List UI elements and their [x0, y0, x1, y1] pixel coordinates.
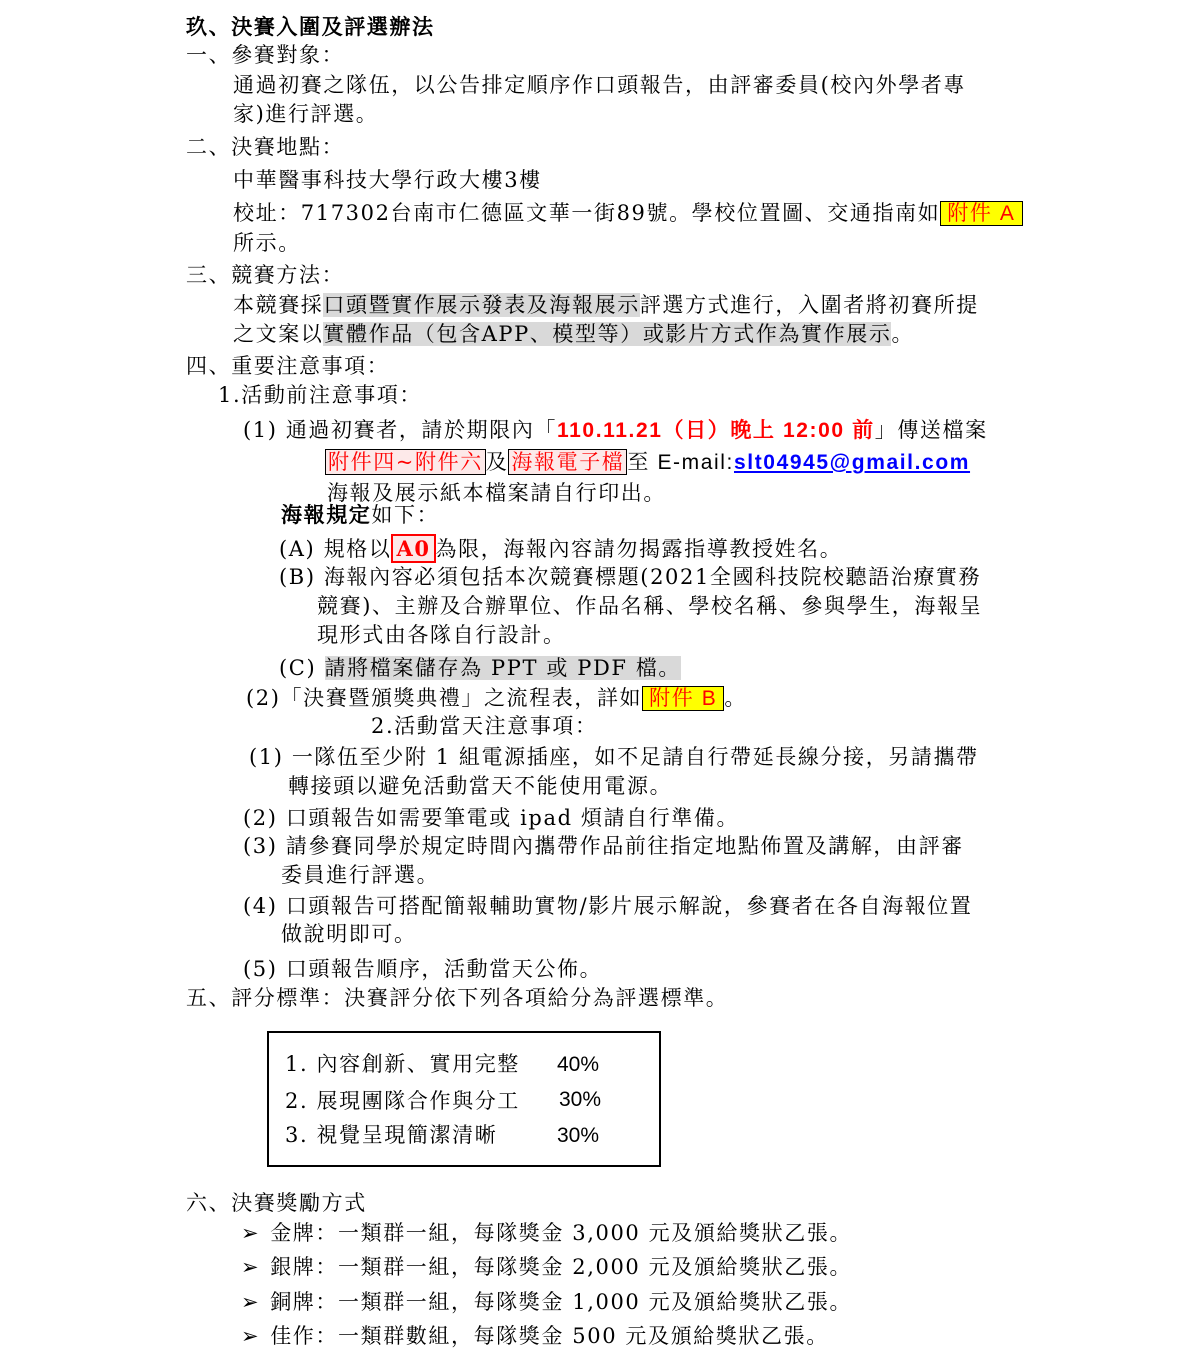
- page-title: 玖、決賽入圍及評選辦法: [186, 14, 435, 39]
- day-item-3-line-1: (3) 請參賽同學於規定時間內攜帶作品前往指定地點佈置及講解，由評審: [243, 834, 964, 858]
- rule-c: [279, 653, 681, 683]
- arrow-bullet-icon: ➢: [241, 1324, 261, 1348]
- day-item-5: (5) 口頭報告順序，活動當天公佈。: [243, 957, 603, 981]
- rule-a-text: (A) 規格以: [279, 537, 392, 561]
- arrow-bullet-icon: ➢: [241, 1221, 261, 1245]
- address-line-end: 所示。: [233, 231, 301, 255]
- method-highlight-2: 實體作品（包含APP、模型等）或影片方式作為實作展示: [323, 322, 892, 346]
- criteria-label-3: 3. 視覺呈現簡潔清晰: [285, 1123, 498, 1147]
- scoring-table: [267, 1031, 661, 1167]
- arrow-bullet-icon: ➢: [241, 1255, 261, 1279]
- day-item-4-line-1: (4) 口頭報告可搭配簡報輔助實物/影片展示解說，參賽者在各自海報位置: [243, 894, 973, 918]
- pre-event-subheading: 1.活動前注意事項：: [218, 383, 423, 407]
- day-item-1-line-1: (1) 一隊伍至少附 1 組電源插座，如不足請自行帶延長線分接，另請攜帶: [249, 745, 979, 769]
- criteria-row-1: [285, 1049, 520, 1079]
- section-2-heading: 二、決賽地點：: [186, 135, 345, 159]
- rule-c-prefix: (C): [279, 656, 325, 680]
- section-5-heading: 五、評分標準：決賽評分依下列各項給分為評選標準。: [186, 986, 729, 1010]
- email-link[interactable]: slt04945@gmail.com: [733, 451, 971, 474]
- award-item-bronze: [241, 1287, 852, 1317]
- section-1-line-2: 家)進行評選。: [233, 102, 379, 126]
- appendix-b-tag: 附件 B: [642, 686, 724, 711]
- award-silver-text: 銀牌：一類群一組，每隊獎金 2,000 元及頒給獎狀乙張。: [270, 1255, 853, 1279]
- method-text-a: 本競賽採: [233, 293, 324, 317]
- rule-b-line-3: 現形式由各隊自行設計。: [317, 623, 566, 647]
- rule-c-highlight: 請將檔案儲存為 PPT 或 PDF 檔。: [324, 656, 682, 680]
- method-line-2: [233, 319, 914, 349]
- section-6-heading: 六、決賽獎勵方式: [186, 1191, 367, 1215]
- pre-item-2-text: (2)「決賽暨頒獎典禮」之流程表，詳如: [246, 686, 643, 710]
- award-item-gold: [241, 1218, 852, 1248]
- poster-rules-label: 海報規定: [281, 502, 372, 527]
- method-highlight-1: 口頭暨實作展示發表及海報展示: [323, 293, 640, 317]
- day-item-3-line-2: 委員進行評選。: [281, 863, 440, 887]
- criteria-label-1: 1. 內容創新、實用完整: [285, 1052, 520, 1076]
- address-text: 校址：717302台南市仁德區文華一街89號。學校位置圖、交通指南如: [233, 201, 941, 225]
- appendix-a-tag: 附件 A: [940, 201, 1022, 226]
- section-1-heading: 一、參賽對象：: [186, 43, 345, 67]
- poster-rules-suffix: 如下：: [371, 503, 440, 527]
- pre-item-1-line-3: 海報及展示紙本檔案請自行印出。: [327, 481, 666, 505]
- method-text-c: 評選方式進行，入圍者將初賽所提: [639, 293, 979, 317]
- award-merit-text: 佳作：一類群數組，每隊獎金 500 元及頒給獎狀乙張。: [270, 1324, 829, 1348]
- section-4-heading: 四、重要注意事項：: [186, 354, 390, 378]
- method-text-e: 。: [891, 322, 915, 346]
- pre-item-1-text-end: 」傳送檔案: [874, 418, 988, 442]
- day-item-1-line-2: 轉接頭以避免活動當天不能使用電源。: [288, 774, 673, 798]
- criteria-label-2: 2. 展現團隊合作與分工: [285, 1089, 520, 1113]
- arrow-bullet-icon: ➢: [241, 1290, 261, 1314]
- method-line-1: [233, 290, 979, 320]
- email-label: 至 E-mail:: [627, 451, 734, 474]
- criteria-row-3: [285, 1120, 497, 1150]
- rule-b-line-2: 競賽)、主辦及合辦單位、作品名稱、學校名稱、參與學生，海報呈: [317, 594, 983, 618]
- day-item-4-line-2: 做說明即可。: [281, 922, 417, 946]
- criteria-row-2: [285, 1086, 520, 1116]
- pre-item-1-line-1: [243, 415, 988, 446]
- day-item-2: (2) 口頭報告如需要筆電或 ipad 煩請自行準備。: [243, 806, 740, 830]
- and-text: 及: [485, 450, 509, 474]
- deadline-text: 110.11.21（日）晚上 12:00 前: [557, 419, 875, 442]
- a0-tag: A0: [391, 534, 435, 563]
- method-text-d: 之文案以: [233, 322, 324, 346]
- section-3-heading: 三、競賽方法：: [186, 263, 345, 287]
- criteria-pct-1: 40%: [557, 1053, 600, 1076]
- appendix-4-6-tag: 附件四~附件六: [325, 449, 486, 475]
- award-gold-text: 金牌：一類群一組，每隊獎金 3,000 元及頒給獎狀乙張。: [270, 1221, 853, 1245]
- address-line: [233, 198, 1023, 229]
- pre-item-1-line-2: [325, 447, 970, 478]
- pre-item-2-end: 。: [724, 686, 748, 710]
- pre-item-1-text: (1) 通過初賽者，請於期限內「: [243, 418, 558, 442]
- rule-a: [279, 534, 842, 564]
- poster-rules-heading: [281, 500, 439, 530]
- pre-item-2: [246, 683, 747, 714]
- rule-a-text-end: 為限，海報內容請勿揭露指導教授姓名。: [435, 537, 843, 561]
- rule-b-line-1: (B) 海報內容必須包括本次競賽標題(2021全國科技院校聽語治療實務: [279, 565, 982, 589]
- criteria-pct-3: 30%: [557, 1124, 600, 1147]
- criteria-pct-2: 30%: [559, 1088, 602, 1111]
- poster-file-tag: 海報電子檔: [508, 449, 627, 475]
- award-bronze-text: 銅牌：一類群一組，每隊獎金 1,000 元及頒給獎狀乙張。: [270, 1290, 853, 1314]
- event-day-subheading: 2.活動當天注意事項：: [371, 714, 598, 738]
- award-item-merit: [241, 1321, 829, 1351]
- award-item-silver: [241, 1252, 852, 1282]
- venue-line: 中華醫事科技大學行政大樓3樓: [233, 168, 542, 192]
- section-1-line-1: 通過初賽之隊伍，以公告排定順序作口頭報告，由評審委員(校內外學者專: [233, 73, 966, 97]
